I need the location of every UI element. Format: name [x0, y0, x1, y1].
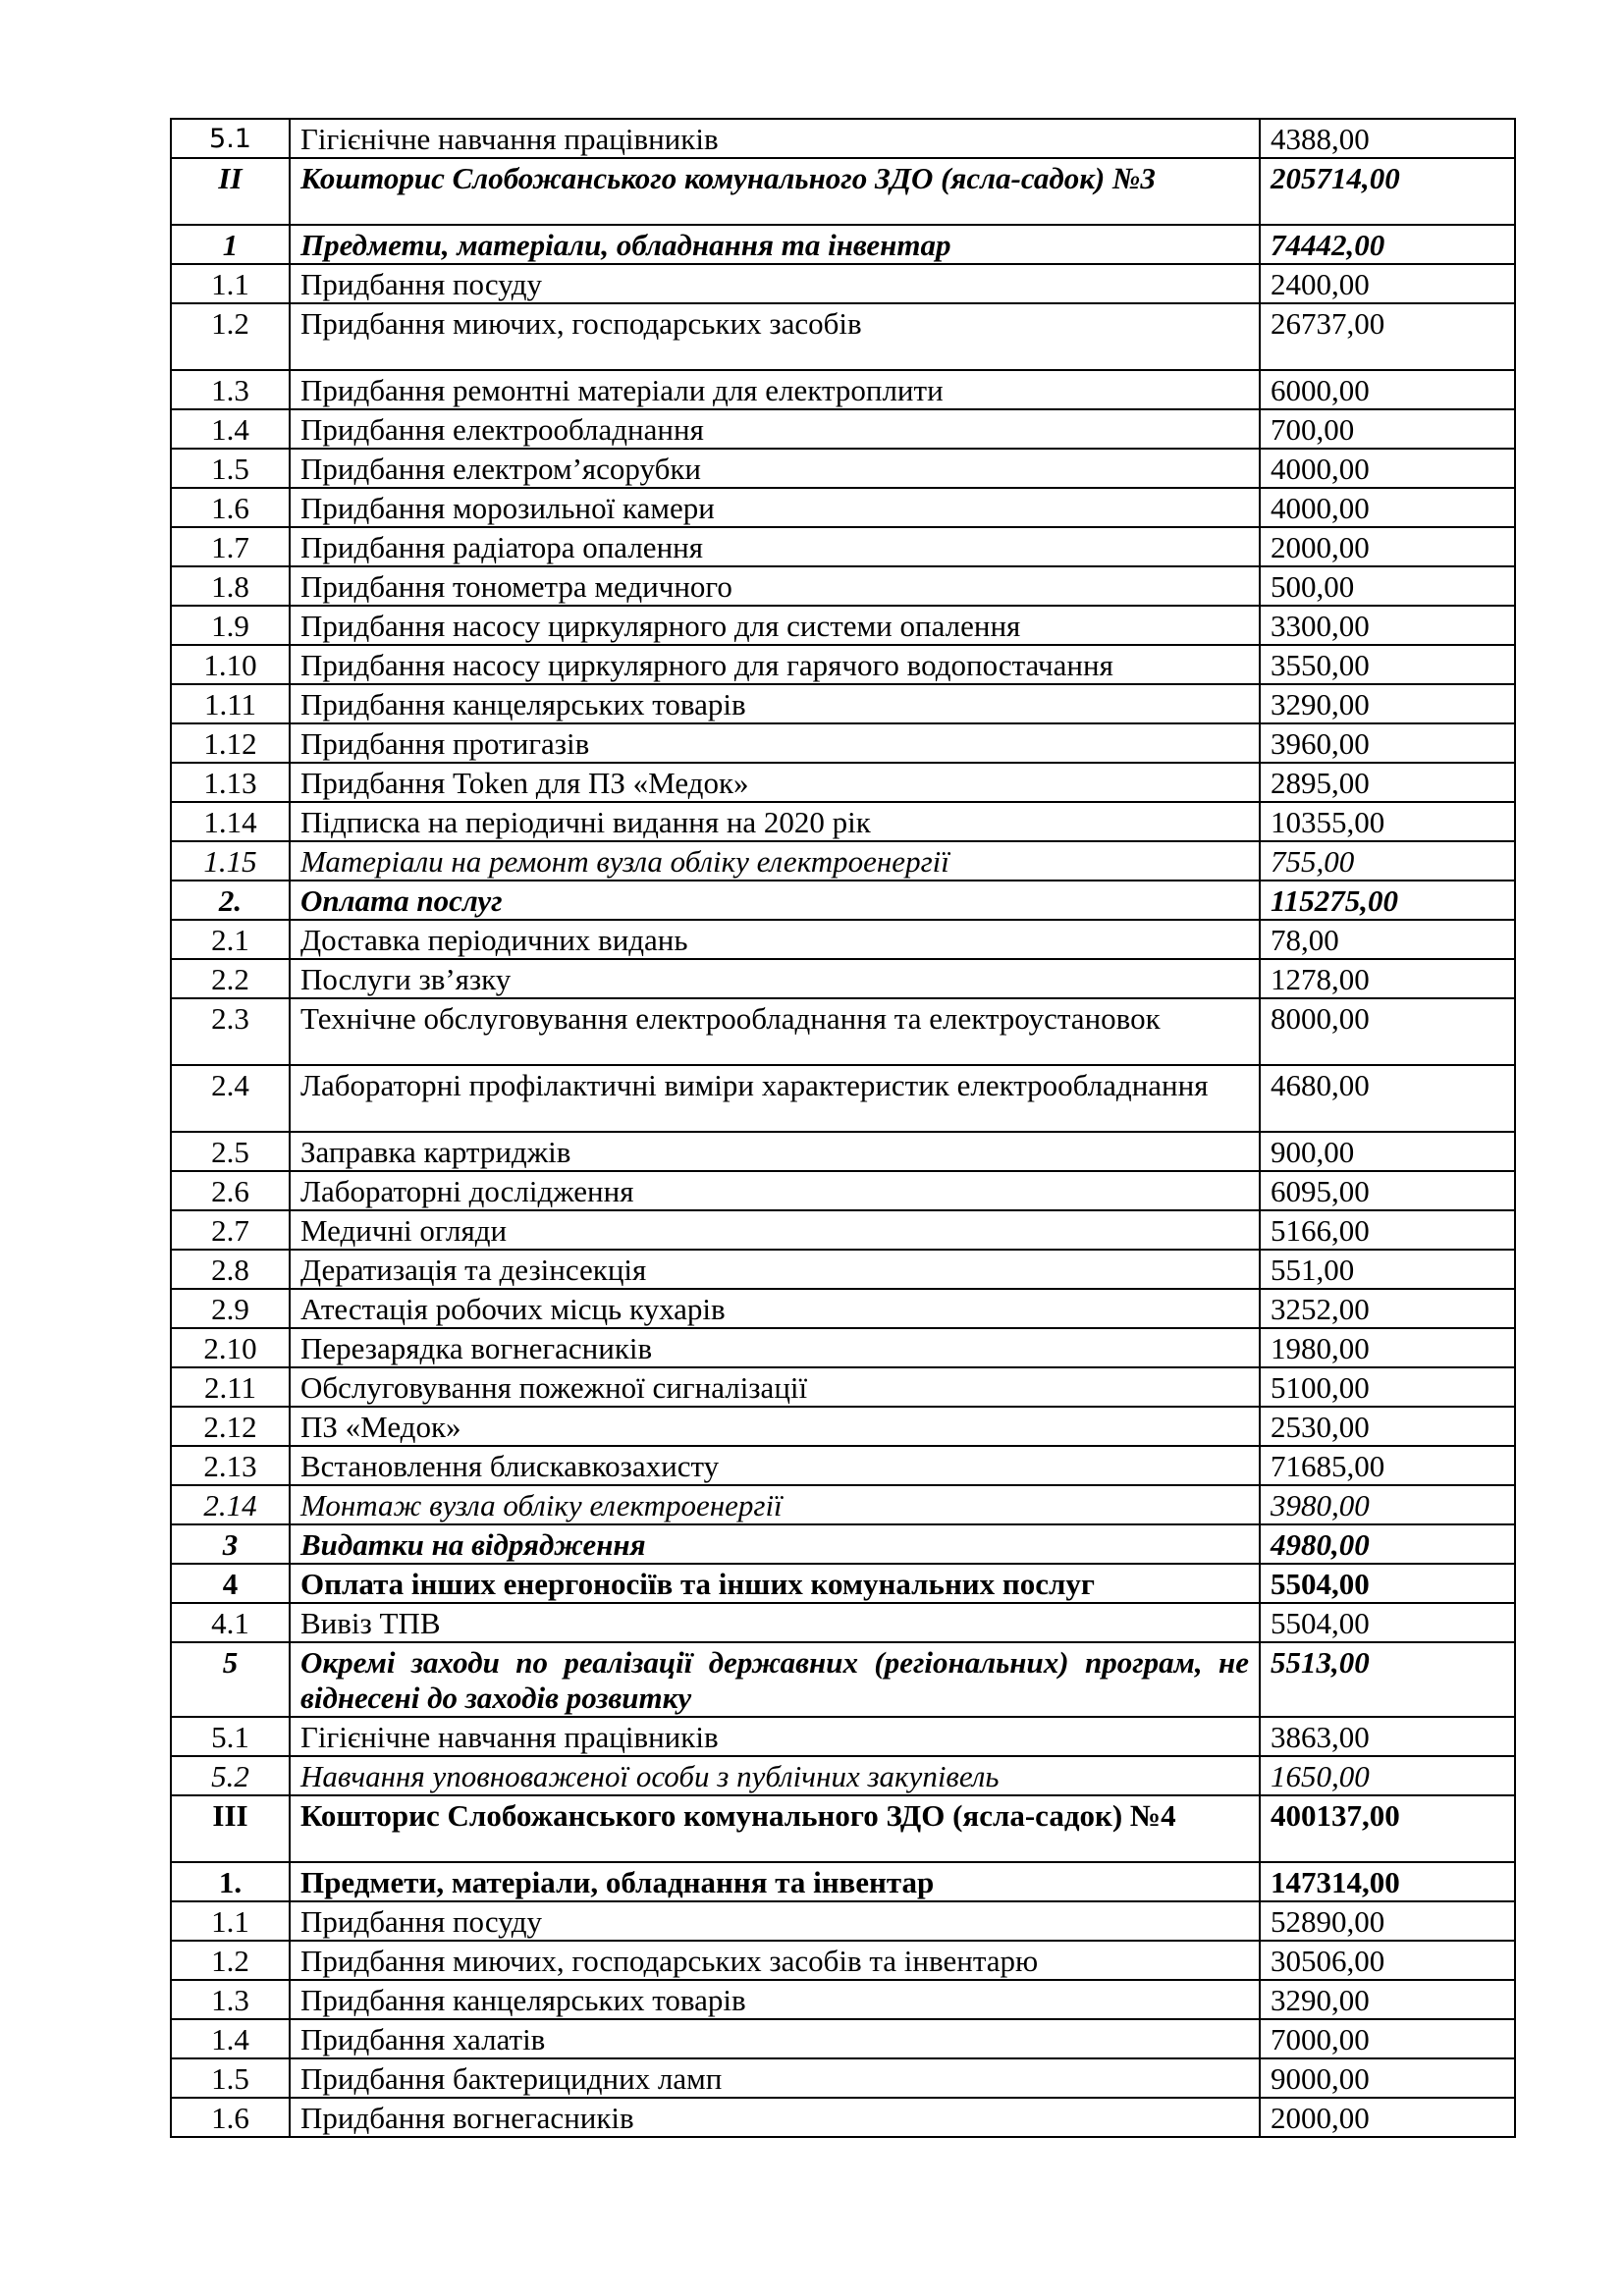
table-row [171, 881, 1515, 920]
table-row [171, 1289, 1515, 1328]
row-amount: 4980,00 [1260, 1524, 1515, 1564]
row-amount: 2000,00 [1260, 527, 1515, 566]
table-row [171, 1756, 1515, 1795]
row-number: 1.6 [171, 2098, 290, 2137]
row-amount: 115275,00 [1260, 881, 1515, 920]
table-row [171, 1564, 1515, 1603]
row-number: 3 [171, 1524, 290, 1564]
row-number: 1.1 [171, 264, 290, 303]
row-amount: 52890,00 [1260, 1901, 1515, 1941]
row-description: Медичні огляди [290, 1210, 1260, 1250]
row-number: 1.3 [171, 370, 290, 409]
row-number: 4.1 [171, 1603, 290, 1642]
row-description: Придбання канцелярських товарів [290, 1980, 1260, 2019]
table-row [171, 1941, 1515, 1980]
row-amount: 4680,00 [1260, 1065, 1515, 1132]
row-description: Вивіз ТПВ [290, 1603, 1260, 1642]
table-row [171, 1485, 1515, 1524]
row-number: 5.1 [171, 119, 290, 158]
row-number: 5.1 [171, 1717, 290, 1756]
row-amount: 10355,00 [1260, 802, 1515, 841]
table-row [171, 684, 1515, 723]
row-description: Придбання посуду [290, 1901, 1260, 1941]
row-number: 2.6 [171, 1171, 290, 1210]
table-row [171, 158, 1515, 225]
row-description: Придбання вогнегасників [290, 2098, 1260, 2137]
table-row [171, 566, 1515, 606]
row-number: 1.5 [171, 449, 290, 488]
row-number: 5.2 [171, 1756, 290, 1795]
row-number: 1.13 [171, 763, 290, 802]
table-row [171, 1862, 1515, 1901]
row-description: Кошторис Слобожанського комунального ЗДО (ясла-садок) №3 [290, 158, 1260, 225]
table-row [171, 1901, 1515, 1941]
row-description: Придбання посуду [290, 264, 1260, 303]
row-description: Гігієнічне навчання працівників [290, 1717, 1260, 1756]
row-number: 1.2 [171, 303, 290, 370]
row-number: 1.8 [171, 566, 290, 606]
table-row [171, 449, 1515, 488]
row-amount: 3290,00 [1260, 684, 1515, 723]
row-description: Придбання морозильної камери [290, 488, 1260, 527]
table-row [171, 959, 1515, 998]
row-description: Перезарядка вогнегасників [290, 1328, 1260, 1367]
row-amount: 4388,00 [1260, 119, 1515, 158]
row-amount: 5513,00 [1260, 1642, 1515, 1717]
row-amount: 551,00 [1260, 1250, 1515, 1289]
row-amount: 26737,00 [1260, 303, 1515, 370]
row-amount: 6095,00 [1260, 1171, 1515, 1210]
row-description: Придбання протигазів [290, 723, 1260, 763]
row-number: 2.5 [171, 1132, 290, 1171]
row-number: 1.2 [171, 1941, 290, 1980]
row-number: 2.3 [171, 998, 290, 1065]
row-amount: 71685,00 [1260, 1446, 1515, 1485]
row-number: 1.4 [171, 409, 290, 449]
row-number: 2.4 [171, 1065, 290, 1132]
row-number: 1.1 [171, 1901, 290, 1941]
row-description: Навчання уповноваженої особи з публічних закупівель [290, 1756, 1260, 1795]
row-description: Видатки на відрядження [290, 1524, 1260, 1564]
table-row [171, 723, 1515, 763]
table-row [171, 488, 1515, 527]
row-amount: 7000,00 [1260, 2019, 1515, 2058]
table-row [171, 645, 1515, 684]
row-description: Придбання бактерицидних ламп [290, 2058, 1260, 2098]
row-description: Придбання Token для ПЗ «Медок» [290, 763, 1260, 802]
row-description: Дератизація та дезінсекція [290, 1250, 1260, 1289]
row-amount: 4000,00 [1260, 449, 1515, 488]
row-number: 2.1 [171, 920, 290, 959]
row-description: Придбання миючих, господарських засобів та інвентарю [290, 1941, 1260, 1980]
row-number: 4 [171, 1564, 290, 1603]
table-row [171, 1980, 1515, 2019]
table-row [171, 1367, 1515, 1407]
row-amount: 4000,00 [1260, 488, 1515, 527]
table-row [171, 1717, 1515, 1756]
row-description: Придбання тонометра медичного [290, 566, 1260, 606]
row-amount: 8000,00 [1260, 998, 1515, 1065]
row-amount: 5100,00 [1260, 1367, 1515, 1407]
row-description: Атестація робочих місць кухарів [290, 1289, 1260, 1328]
row-description: Лабораторні дослідження [290, 1171, 1260, 1210]
row-description: Послуги зв’язку [290, 959, 1260, 998]
row-number: 1.7 [171, 527, 290, 566]
row-description: Окремі заходи по реалізації державних (регіональних) програм, не віднесені до заходів розвитку [290, 1642, 1260, 1717]
row-number: 1.15 [171, 841, 290, 881]
table-row [171, 527, 1515, 566]
row-amount: 3980,00 [1260, 1485, 1515, 1524]
row-description: Кошторис Слобожанського комунального ЗДО (ясла-садок) №4 [290, 1795, 1260, 1862]
row-amount: 700,00 [1260, 409, 1515, 449]
row-number: 2. [171, 881, 290, 920]
table-row [171, 802, 1515, 841]
row-amount: 2895,00 [1260, 763, 1515, 802]
row-description: Встановлення блискавкозахисту [290, 1446, 1260, 1485]
row-description: Монтаж вузла обліку електроенергії [290, 1485, 1260, 1524]
row-amount: 2530,00 [1260, 1407, 1515, 1446]
row-description: Матеріали на ремонт вузла обліку електроенергії [290, 841, 1260, 881]
row-amount: 3290,00 [1260, 1980, 1515, 2019]
row-description: Заправка картриджів [290, 1132, 1260, 1171]
table-row [171, 119, 1515, 158]
table-row [171, 606, 1515, 645]
table-row [171, 1210, 1515, 1250]
row-description: Лабораторні профілактичні виміри характеристик електрообладнання [290, 1065, 1260, 1132]
row-number: 2.2 [171, 959, 290, 998]
row-number: 1.5 [171, 2058, 290, 2098]
row-amount: 1980,00 [1260, 1328, 1515, 1367]
row-number: 1.4 [171, 2019, 290, 2058]
row-number: 1.6 [171, 488, 290, 527]
row-number: 2.9 [171, 1289, 290, 1328]
row-description: Придбання насосу циркулярного для системи опалення [290, 606, 1260, 645]
row-amount: 900,00 [1260, 1132, 1515, 1171]
row-description: Обслуговування пожежної сигналізації [290, 1367, 1260, 1407]
table-row [171, 920, 1515, 959]
table-row [171, 2058, 1515, 2098]
row-amount: 500,00 [1260, 566, 1515, 606]
row-number: 1.10 [171, 645, 290, 684]
row-description: Придбання радіатора опалення [290, 527, 1260, 566]
row-number: 2.10 [171, 1328, 290, 1367]
table-row [171, 264, 1515, 303]
row-description: Придбання електрообладнання [290, 409, 1260, 449]
row-number: 2.13 [171, 1446, 290, 1485]
budget-table [170, 118, 1516, 2138]
table-row [171, 1603, 1515, 1642]
row-number: 1.3 [171, 1980, 290, 2019]
row-amount: 78,00 [1260, 920, 1515, 959]
row-amount: 30506,00 [1260, 1941, 1515, 1980]
row-amount: 74442,00 [1260, 225, 1515, 264]
table-row [171, 1328, 1515, 1367]
row-number: 1.9 [171, 606, 290, 645]
table-row [171, 370, 1515, 409]
row-description: Предмети, матеріали, обладнання та інвентар [290, 1862, 1260, 1901]
row-number: III [171, 1795, 290, 1862]
row-description: Придбання канцелярських товарів [290, 684, 1260, 723]
row-number: 2.11 [171, 1367, 290, 1407]
row-amount: 2400,00 [1260, 264, 1515, 303]
row-number: II [171, 158, 290, 225]
table-row [171, 763, 1515, 802]
row-amount: 1278,00 [1260, 959, 1515, 998]
row-amount: 755,00 [1260, 841, 1515, 881]
row-number: 5 [171, 1642, 290, 1717]
table-row [171, 225, 1515, 264]
row-amount: 3300,00 [1260, 606, 1515, 645]
row-description: Технічне обслуговування електрообладнання та електроустановок [290, 998, 1260, 1065]
table-row [171, 2098, 1515, 2137]
row-description: Придбання халатів [290, 2019, 1260, 2058]
row-amount: 1650,00 [1260, 1756, 1515, 1795]
budget-table-body [171, 119, 1515, 2137]
table-row [171, 1524, 1515, 1564]
row-number: 1.11 [171, 684, 290, 723]
row-amount: 9000,00 [1260, 2058, 1515, 2098]
row-amount: 5504,00 [1260, 1603, 1515, 1642]
row-amount: 3252,00 [1260, 1289, 1515, 1328]
row-amount: 205714,00 [1260, 158, 1515, 225]
row-description: Доставка періодичних видань [290, 920, 1260, 959]
table-row [171, 998, 1515, 1065]
row-description: Оплата інших енергоносіїв та інших комунальних послуг [290, 1564, 1260, 1603]
row-amount: 6000,00 [1260, 370, 1515, 409]
table-row [171, 1132, 1515, 1171]
table-row [171, 303, 1515, 370]
table-row [171, 1795, 1515, 1862]
row-amount: 3550,00 [1260, 645, 1515, 684]
row-description: Придбання електром’ясорубки [290, 449, 1260, 488]
row-amount: 5504,00 [1260, 1564, 1515, 1603]
row-amount: 5166,00 [1260, 1210, 1515, 1250]
row-description: ПЗ «Медок» [290, 1407, 1260, 1446]
table-row [171, 2019, 1515, 2058]
row-description: Підписка на періодичні видання на 2020 рік [290, 802, 1260, 841]
table-row [171, 1171, 1515, 1210]
row-amount: 400137,00 [1260, 1795, 1515, 1862]
row-description: Придбання миючих, господарських засобів [290, 303, 1260, 370]
row-amount: 3863,00 [1260, 1717, 1515, 1756]
row-number: 2.8 [171, 1250, 290, 1289]
table-row [171, 1446, 1515, 1485]
row-description: Придбання насосу циркулярного для гарячого водопостачання [290, 645, 1260, 684]
row-number: 2.7 [171, 1210, 290, 1250]
row-number: 2.12 [171, 1407, 290, 1446]
row-description: Гігієнічне навчання працівників [290, 119, 1260, 158]
table-row [171, 841, 1515, 881]
row-number: 1.12 [171, 723, 290, 763]
table-row [171, 1250, 1515, 1289]
table-row [171, 1065, 1515, 1132]
row-description: Придбання ремонтні матеріали для електроплити [290, 370, 1260, 409]
table-row [171, 409, 1515, 449]
row-amount: 147314,00 [1260, 1862, 1515, 1901]
row-number: 1.14 [171, 802, 290, 841]
row-amount: 2000,00 [1260, 2098, 1515, 2137]
table-row [171, 1642, 1515, 1717]
row-number: 1 [171, 225, 290, 264]
table-row [171, 1407, 1515, 1446]
row-number: 2.14 [171, 1485, 290, 1524]
row-description: Оплата послуг [290, 881, 1260, 920]
row-amount: 3960,00 [1260, 723, 1515, 763]
row-number: 1. [171, 1862, 290, 1901]
row-description: Предмети, матеріали, обладнання та інвентар [290, 225, 1260, 264]
